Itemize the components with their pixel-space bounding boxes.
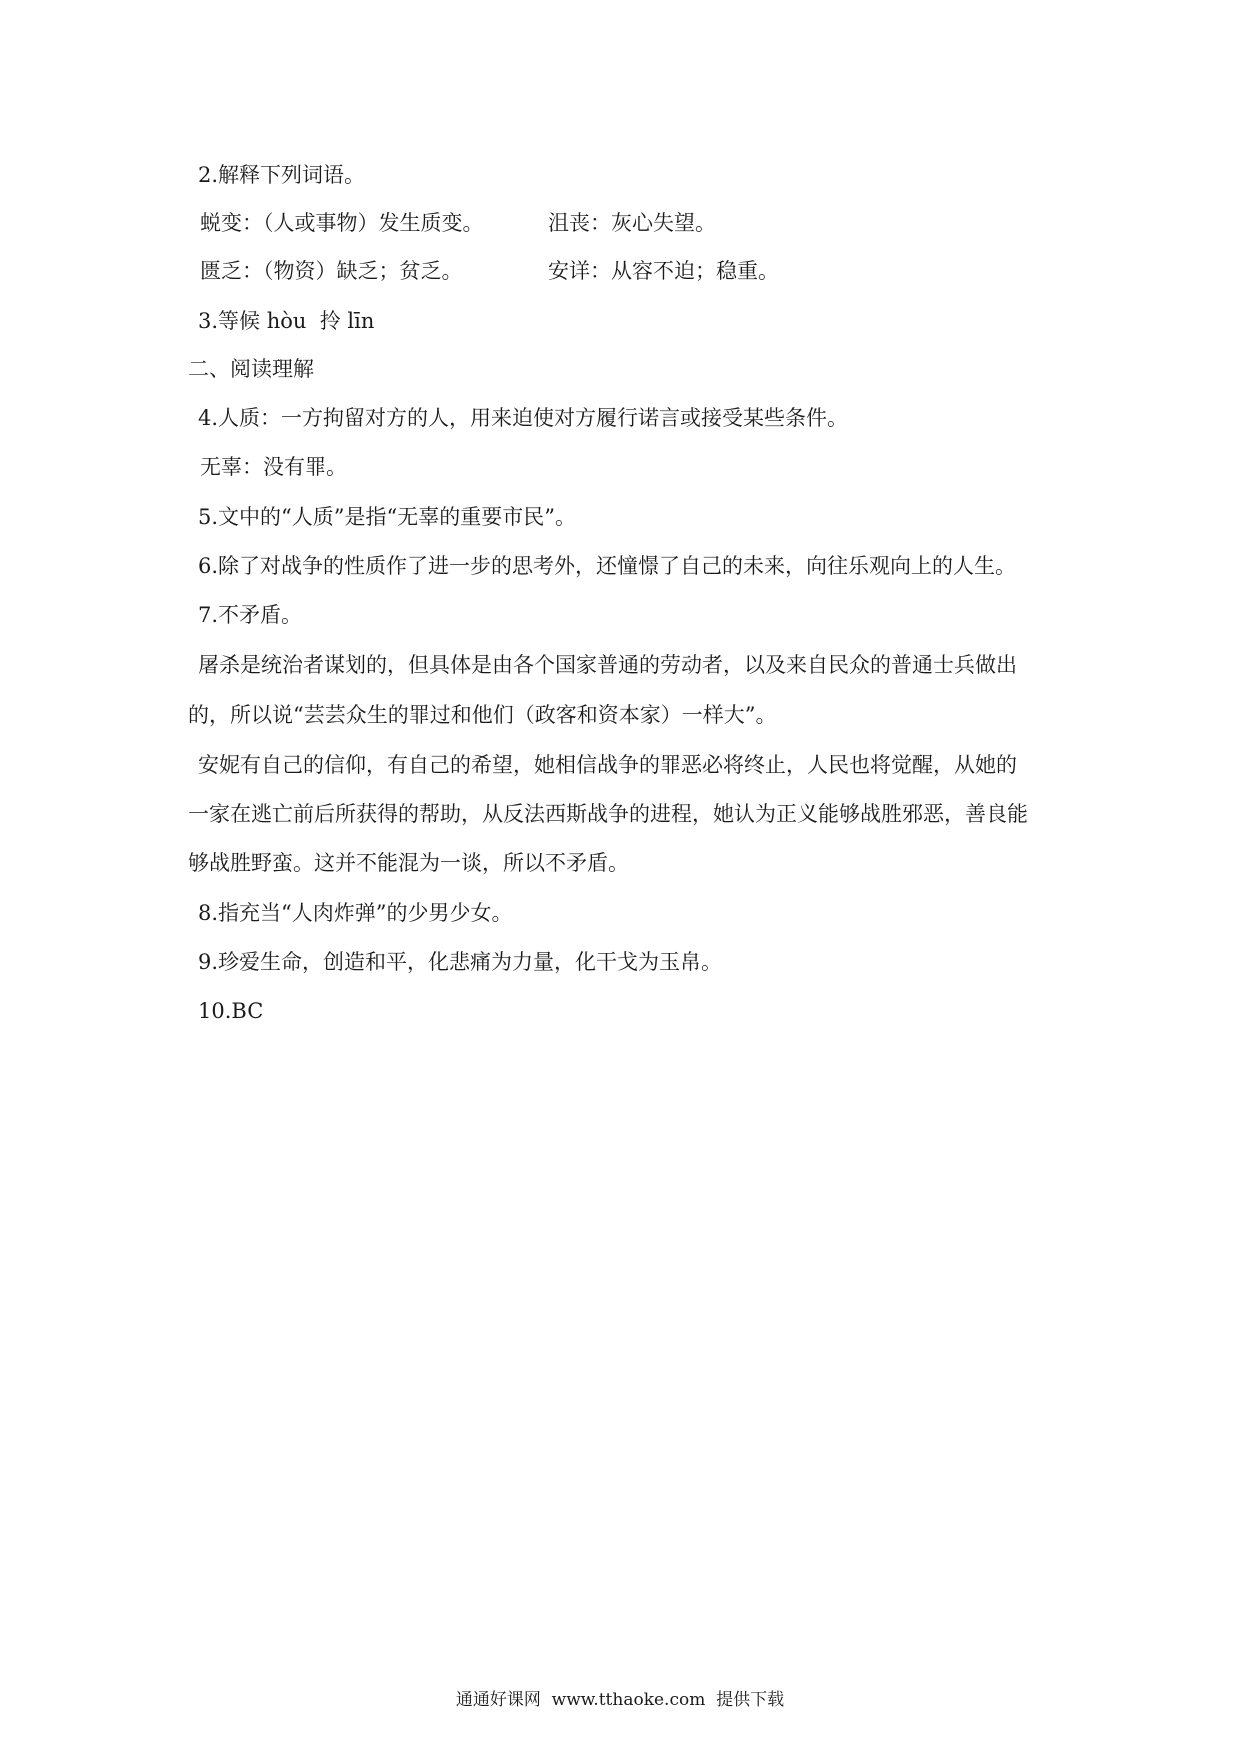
question-7-paragraph-2-line-3: 够战胜野蛮。这并不能混为一谈，所以不矛盾。 — [188, 851, 629, 875]
definition-kuifa: 匮乏：（物资）缺乏；贫乏。 — [200, 259, 463, 283]
question-8: 8.指充当“人肉炸弹”的少男少女。 — [198, 901, 513, 925]
question-2-title: 2.解释下列词语。 — [198, 163, 366, 187]
question-4-definition-a: 4.人质：一方拘留对方的人，用来迫使对方履行诺言或接受某些条件。 — [198, 406, 849, 430]
definition-tuibian: 蜕变：（人或事物）发生质变。 — [200, 211, 484, 235]
question-10: 10.BC — [198, 999, 264, 1023]
definition-jusang: 沮丧：灰心失望。 — [548, 211, 716, 235]
question-4-definition-b: 无辜：没有罪。 — [200, 455, 347, 479]
question-7-paragraph-1-line-2: 的，所以说“芸芸众生的罪过和他们（政客和资本家）一样大”。 — [188, 703, 777, 727]
question-7: 7.不矛盾。 — [198, 603, 303, 627]
question-7-paragraph-1-line-1: 屠杀是统治者谋划的，但具体是由各个国家普通的劳动者，以及来自民众的普通士兵做出 — [198, 653, 1017, 677]
question-3: 3.等候 hòu 拎 līn — [198, 309, 375, 333]
question-7-paragraph-2-line-1: 安妮有自己的信仰，有自己的希望，她相信战争的罪恶必将终止，人民也将觉醒，从她的 — [198, 753, 1017, 777]
question-9: 9.珍爱生命，创造和平，化悲痛为力量，化干戈为玉帛。 — [198, 950, 723, 974]
question-5: 5.文中的“人质”是指“无辜的重要市民”。 — [198, 505, 576, 529]
definition-anxiang: 安详：从容不迫；稳重。 — [548, 259, 779, 283]
page-footer: 通通好课网 www.tthaoke.com 提供下载 — [455, 1690, 785, 1710]
section-heading-reading: 二、阅读理解 — [188, 357, 314, 381]
question-6: 6.除了对战争的性质作了进一步的思考外，还憧憬了自己的未来，向往乐观向上的人生。 — [198, 554, 1017, 578]
question-7-paragraph-2-line-2: 一家在逃亡前后所获得的帮助，从反法西斯战争的进程，她认为正义能够战胜邪恶，善良能 — [188, 802, 1028, 826]
